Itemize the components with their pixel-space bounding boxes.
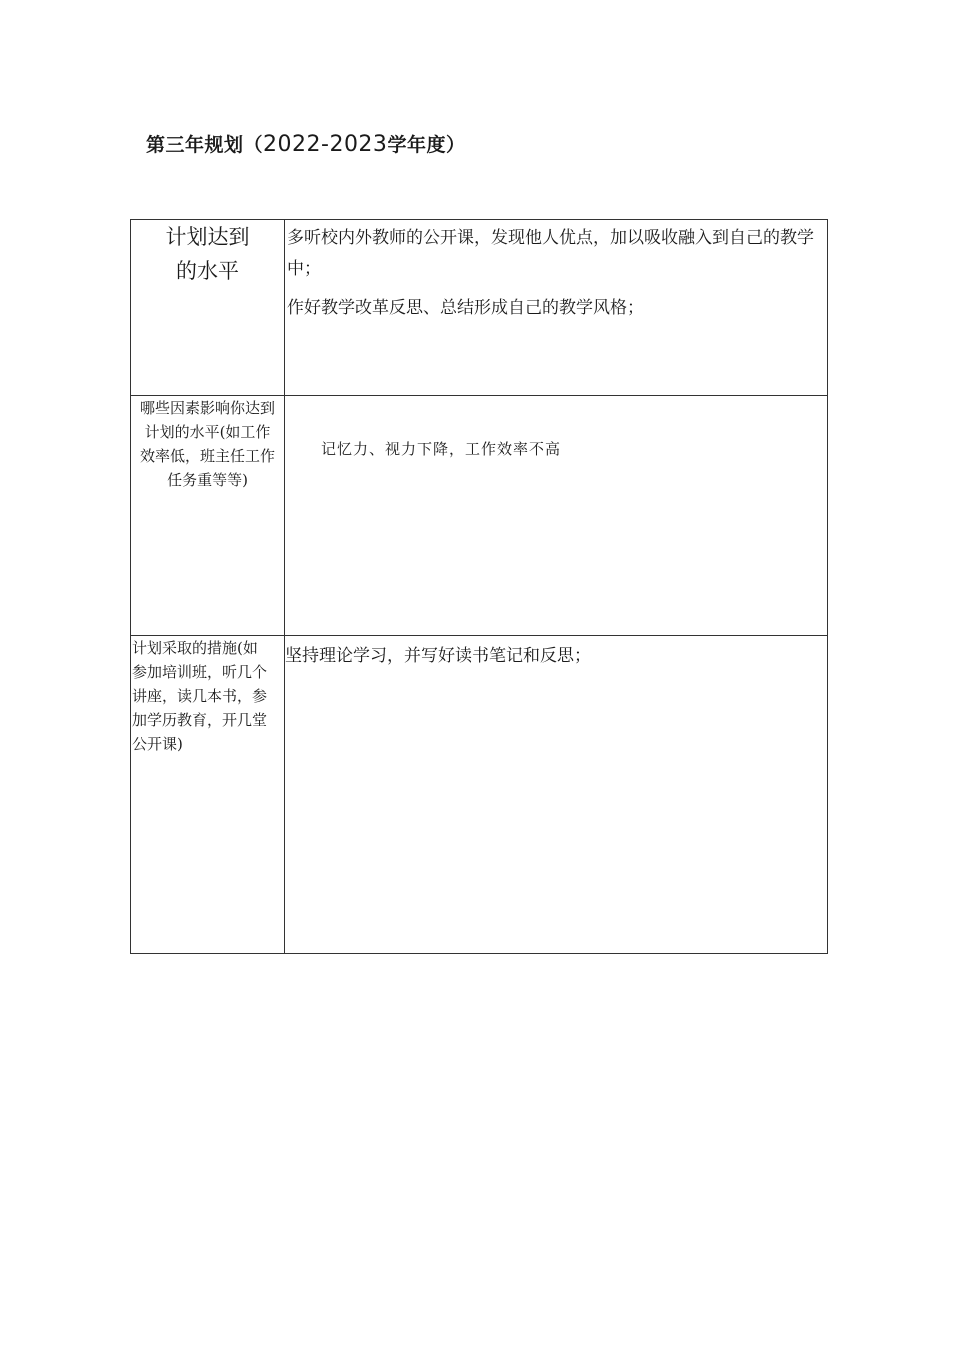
table-row-factors xyxy=(131,396,828,636)
label-line: 计划采取的措施(如 xyxy=(132,639,258,657)
label-line: 计划的水平(如工作 xyxy=(144,423,271,441)
label-line: 参加培训班，听几个 xyxy=(132,663,268,681)
label-target-level xyxy=(131,220,285,396)
label-line: 哪些因素影响你达到 xyxy=(139,399,275,417)
label-line: 计划达到 xyxy=(165,225,250,249)
label-line: 的水平 xyxy=(176,259,239,283)
label-line: 公开课) xyxy=(132,735,183,753)
table-row-measures xyxy=(131,636,828,954)
label-line: 讲座，读几本书，参 xyxy=(132,687,268,705)
page-heading xyxy=(146,130,465,157)
plan-table xyxy=(130,219,828,954)
label-measures xyxy=(131,636,285,954)
content-factors xyxy=(285,396,828,636)
heading-prefix: 第三年规划（ xyxy=(146,134,264,156)
table-row-target-level xyxy=(131,220,828,396)
label-line: 加学历教育，开几堂 xyxy=(132,711,268,729)
label-line: 效率低，班主任工作 xyxy=(139,447,275,465)
content-paragraph: 坚持理论学习，并写好读书笔记和反思； xyxy=(285,646,591,666)
content-paragraph: 记忆力、视力下降，工作效率不高 xyxy=(321,440,562,458)
content-paragraph: 多听校内外教师的公开课，发现他人优点，加以吸收融入到自己的教学中； xyxy=(287,228,814,279)
label-line: 任务重等等) xyxy=(167,471,248,489)
content-measures xyxy=(285,636,828,954)
content-target-level xyxy=(285,220,828,396)
label-factors xyxy=(131,396,285,636)
heading-suffix: 学年度） xyxy=(387,134,466,156)
heading-years: 2022-2023 xyxy=(263,132,388,157)
content-paragraph: 作好教学改革反思、总结形成自己的教学风格； xyxy=(287,298,644,318)
